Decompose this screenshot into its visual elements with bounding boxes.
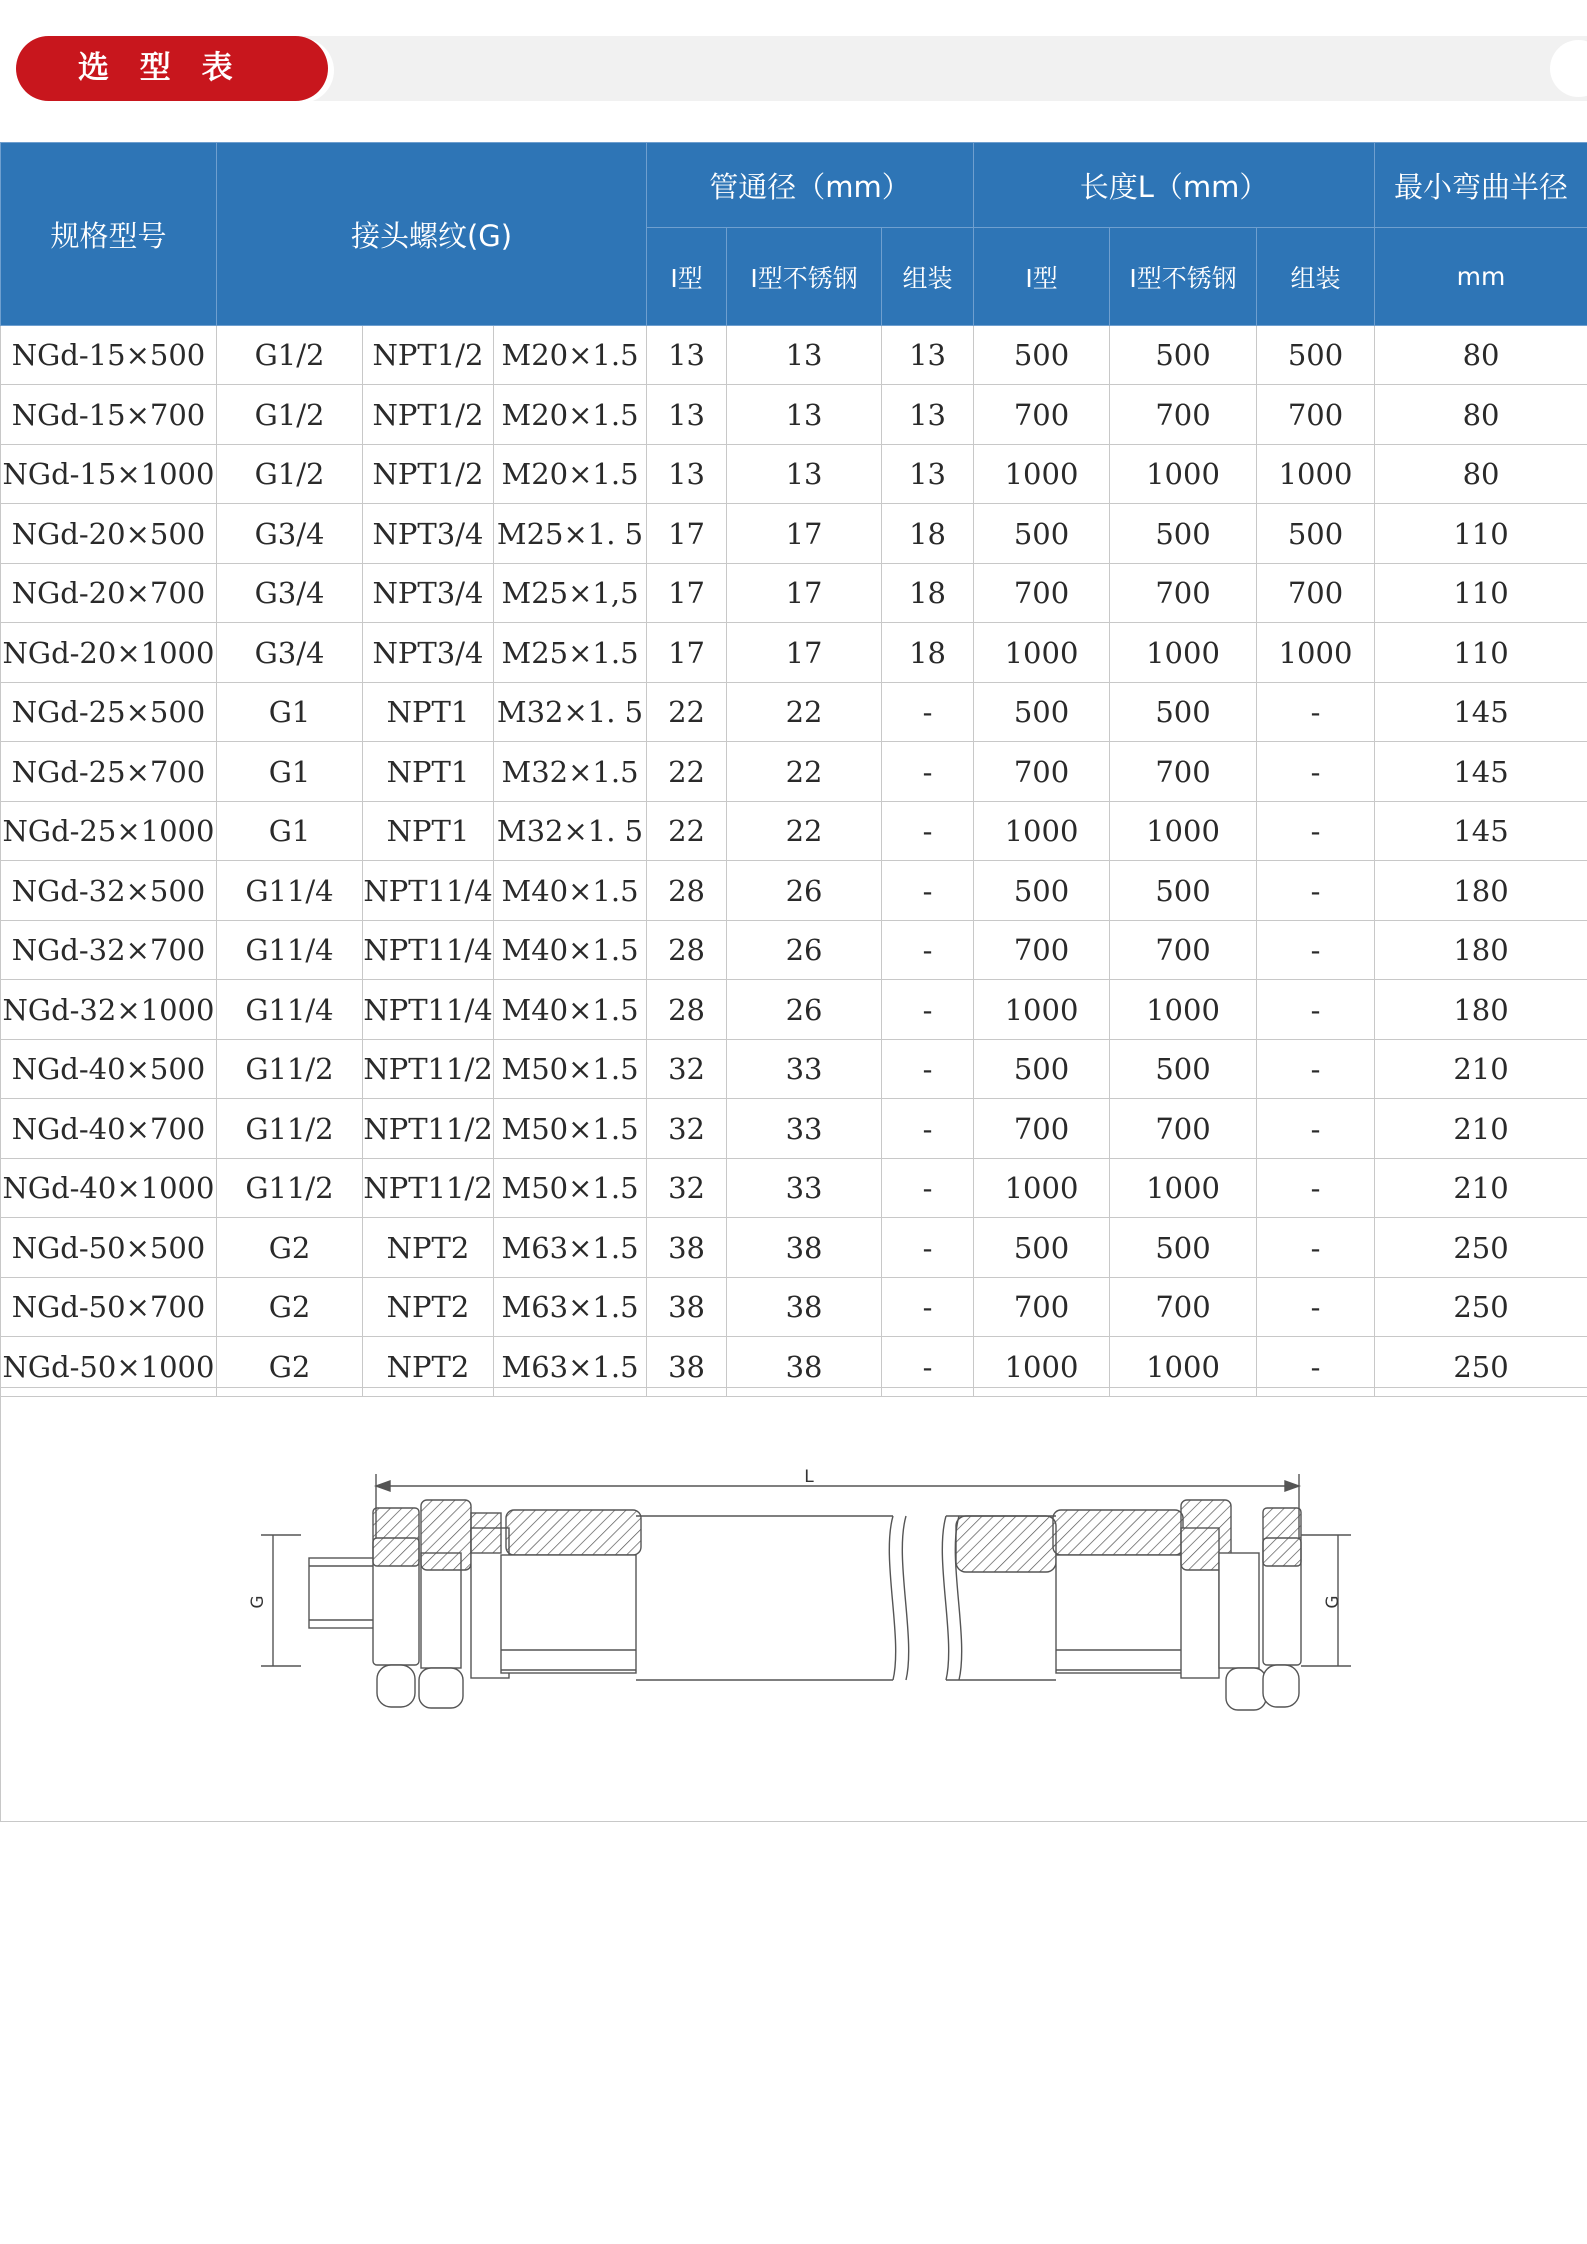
cell-length-stainless: 1000 xyxy=(1110,445,1257,504)
cell-thread-m: M20×1.5 xyxy=(494,326,647,385)
cell-thread-g: G1 xyxy=(217,802,363,861)
table-row xyxy=(1,683,1587,742)
cell-bore-type1: 22 xyxy=(647,683,727,742)
section-banner xyxy=(16,36,1587,101)
cell-bore-assembly: - xyxy=(882,1337,974,1397)
cell-length-type1: 700 xyxy=(974,742,1110,802)
cell-thread-m: M40×1.5 xyxy=(494,980,647,1040)
cell-bend-radius: 110 xyxy=(1375,504,1587,564)
cell-bore-assembly: 13 xyxy=(882,385,974,445)
cell-thread-npt: NPT3/4 xyxy=(363,623,494,683)
cell-thread-g: G11/4 xyxy=(217,980,363,1040)
cell-length-type1: 700 xyxy=(974,564,1110,623)
cell-bore-type1: 38 xyxy=(647,1218,727,1278)
table-row xyxy=(1,385,1587,445)
cell-thread-g: G11/2 xyxy=(217,1159,363,1218)
cell-thread-g: G11/2 xyxy=(217,1099,363,1159)
cell-bore-type1: 13 xyxy=(647,326,727,385)
cell-length-type1: 700 xyxy=(974,1099,1110,1159)
cell-bore-stainless: 17 xyxy=(727,564,882,623)
cell-model: NGd-50×700 xyxy=(1,1278,217,1337)
cell-model: NGd-25×1000 xyxy=(1,802,217,861)
cell-thread-m: M63×1.5 xyxy=(494,1278,647,1337)
cell-bore-stainless: 17 xyxy=(727,623,882,683)
cell-bend-radius: 180 xyxy=(1375,861,1587,921)
cell-bore-stainless: 33 xyxy=(727,1159,882,1218)
cell-length-assembly: - xyxy=(1257,1337,1375,1397)
table-row xyxy=(1,1099,1587,1159)
cell-thread-npt: NPT3/4 xyxy=(363,504,494,564)
cell-model: NGd-20×1000 xyxy=(1,623,217,683)
hose-drawing xyxy=(0,1387,1587,1822)
header-length: 长度L（mm） xyxy=(974,143,1375,228)
cell-length-assembly: - xyxy=(1257,1218,1375,1278)
cell-bore-stainless: 13 xyxy=(727,445,882,504)
cell-bore-type1: 28 xyxy=(647,921,727,980)
cell-length-assembly: 500 xyxy=(1257,504,1375,564)
header-bore: 管通径（mm） xyxy=(647,143,974,228)
cell-bore-type1: 38 xyxy=(647,1337,727,1397)
cell-length-stainless: 500 xyxy=(1110,861,1257,921)
cell-length-type1: 700 xyxy=(974,921,1110,980)
cell-thread-npt: NPT11/2 xyxy=(363,1099,494,1159)
banner-bar xyxy=(271,36,1587,101)
table-row xyxy=(1,921,1587,980)
hose-drawing-svg xyxy=(1,1388,1587,1821)
cell-bore-stainless: 38 xyxy=(727,1337,882,1397)
table-row xyxy=(1,445,1587,504)
cell-thread-m: M40×1.5 xyxy=(494,921,647,980)
table-row xyxy=(1,1218,1587,1278)
cell-model: NGd-50×500 xyxy=(1,1218,217,1278)
cell-thread-npt: NPT2 xyxy=(363,1278,494,1337)
cell-thread-g: G11/4 xyxy=(217,921,363,980)
cell-thread-npt: NPT2 xyxy=(363,1218,494,1278)
cell-model: NGd-50×1000 xyxy=(1,1337,217,1397)
cell-thread-m: M25×1,5 xyxy=(494,564,647,623)
cell-thread-npt: NPT11/2 xyxy=(363,1159,494,1218)
cell-length-assembly: - xyxy=(1257,1278,1375,1337)
table-row xyxy=(1,742,1587,802)
header-bore-assembly: 组装 xyxy=(882,228,974,326)
header-bore-stainless: Ⅰ型不锈钢 xyxy=(727,228,882,326)
cell-bore-stainless: 26 xyxy=(727,861,882,921)
cell-thread-npt: NPT1/2 xyxy=(363,445,494,504)
cell-thread-g: G11/2 xyxy=(217,1040,363,1099)
cell-model: NGd-15×500 xyxy=(1,326,217,385)
cell-bend-radius: 250 xyxy=(1375,1337,1587,1397)
cell-length-stainless: 700 xyxy=(1110,385,1257,445)
cell-bore-type1: 32 xyxy=(647,1040,727,1099)
cell-length-type1: 1000 xyxy=(974,1159,1110,1218)
cell-bend-radius: 145 xyxy=(1375,683,1587,742)
cell-bend-radius: 180 xyxy=(1375,980,1587,1040)
cell-model: NGd-32×500 xyxy=(1,861,217,921)
cell-length-stainless: 1000 xyxy=(1110,980,1257,1040)
table-row xyxy=(1,1040,1587,1099)
cell-length-stainless: 1000 xyxy=(1110,1337,1257,1397)
cell-bore-stainless: 22 xyxy=(727,683,882,742)
cell-length-type1: 1000 xyxy=(974,980,1110,1040)
cell-thread-m: M25×1.5 xyxy=(494,623,647,683)
cell-thread-npt: NPT11/4 xyxy=(363,861,494,921)
header-length-stainless: Ⅰ型不锈钢 xyxy=(1110,228,1257,326)
cell-length-type1: 1000 xyxy=(974,802,1110,861)
cell-thread-m: M20×1.5 xyxy=(494,385,647,445)
cell-bore-assembly: - xyxy=(882,1040,974,1099)
cell-length-assembly: - xyxy=(1257,921,1375,980)
cell-thread-npt: NPT1/2 xyxy=(363,326,494,385)
cell-length-type1: 700 xyxy=(974,1278,1110,1337)
right-fitting xyxy=(956,1500,1301,1710)
cell-length-stainless: 1000 xyxy=(1110,802,1257,861)
cell-length-assembly: - xyxy=(1257,802,1375,861)
cell-length-assembly: - xyxy=(1257,683,1375,742)
cell-length-type1: 500 xyxy=(974,1040,1110,1099)
cell-bore-type1: 32 xyxy=(647,1159,727,1218)
cell-bend-radius: 210 xyxy=(1375,1159,1587,1218)
table-row xyxy=(1,1159,1587,1218)
cell-length-assembly: - xyxy=(1257,1040,1375,1099)
table-row xyxy=(1,802,1587,861)
table-row xyxy=(1,1278,1587,1337)
cell-length-assembly: - xyxy=(1257,1159,1375,1218)
cell-bend-radius: 145 xyxy=(1375,802,1587,861)
left-fitting xyxy=(309,1500,641,1708)
cell-thread-npt: NPT1 xyxy=(363,742,494,802)
cell-bore-type1: 13 xyxy=(647,445,727,504)
header-model: 规格型号 xyxy=(1,143,217,326)
cell-model: NGd-25×500 xyxy=(1,683,217,742)
cell-bore-stainless: 22 xyxy=(727,742,882,802)
selection-table xyxy=(0,142,1587,1397)
cell-bore-type1: 22 xyxy=(647,742,727,802)
header-radius-unit: mm xyxy=(1375,228,1587,326)
cell-thread-g: G1 xyxy=(217,742,363,802)
cell-bore-type1: 17 xyxy=(647,504,727,564)
g-label-right: G xyxy=(1323,1595,1343,1609)
cell-thread-npt: NPT1 xyxy=(363,802,494,861)
header-bend-radius: 最小弯曲半径 xyxy=(1375,143,1587,228)
cell-thread-g: G11/4 xyxy=(217,861,363,921)
header-bore-type1: Ⅰ型 xyxy=(647,228,727,326)
cell-bend-radius: 250 xyxy=(1375,1218,1587,1278)
cell-bore-type1: 17 xyxy=(647,623,727,683)
header-length-assembly: 组装 xyxy=(1257,228,1375,326)
cell-bore-assembly: - xyxy=(882,683,974,742)
cell-bore-stainless: 38 xyxy=(727,1218,882,1278)
cell-bore-type1: 13 xyxy=(647,385,727,445)
cell-bore-stainless: 13 xyxy=(727,326,882,385)
cell-thread-g: G2 xyxy=(217,1218,363,1278)
cell-model: NGd-40×500 xyxy=(1,1040,217,1099)
table-row xyxy=(1,623,1587,683)
cell-length-stainless: 700 xyxy=(1110,742,1257,802)
cell-length-type1: 700 xyxy=(974,385,1110,445)
cell-thread-npt: NPT11/4 xyxy=(363,980,494,1040)
cell-thread-g: G1 xyxy=(217,683,363,742)
cell-length-assembly: - xyxy=(1257,1099,1375,1159)
cell-length-stainless: 700 xyxy=(1110,921,1257,980)
table-row xyxy=(1,564,1587,623)
cell-bore-assembly: 13 xyxy=(882,445,974,504)
cell-bore-type1: 28 xyxy=(647,980,727,1040)
cell-length-type1: 1000 xyxy=(974,445,1110,504)
cell-thread-g: G2 xyxy=(217,1337,363,1397)
cell-thread-npt: NPT1 xyxy=(363,683,494,742)
cell-thread-g: G3/4 xyxy=(217,504,363,564)
cell-bore-assembly: - xyxy=(882,802,974,861)
cell-length-assembly: 700 xyxy=(1257,385,1375,445)
cell-bore-type1: 17 xyxy=(647,564,727,623)
cell-bend-radius: 80 xyxy=(1375,385,1587,445)
cell-length-assembly: 500 xyxy=(1257,326,1375,385)
cell-length-assembly: - xyxy=(1257,861,1375,921)
length-label: L xyxy=(804,1467,814,1487)
cell-length-type1: 500 xyxy=(974,861,1110,921)
cell-bore-stainless: 33 xyxy=(727,1099,882,1159)
cell-thread-m: M50×1.5 xyxy=(494,1099,647,1159)
cell-bend-radius: 145 xyxy=(1375,742,1587,802)
cell-thread-g: G2 xyxy=(217,1278,363,1337)
cell-thread-m: M63×1.5 xyxy=(494,1337,647,1397)
cell-length-stainless: 700 xyxy=(1110,1099,1257,1159)
cell-length-stainless: 500 xyxy=(1110,326,1257,385)
cell-bore-assembly: 18 xyxy=(882,564,974,623)
cell-bend-radius: 210 xyxy=(1375,1040,1587,1099)
cell-bore-type1: 32 xyxy=(647,1099,727,1159)
cell-thread-g: G3/4 xyxy=(217,564,363,623)
cell-bore-assembly: 13 xyxy=(882,326,974,385)
cell-thread-npt: NPT11/4 xyxy=(363,921,494,980)
cell-length-type1: 500 xyxy=(974,683,1110,742)
cell-bore-assembly: - xyxy=(882,1159,974,1218)
cell-bore-assembly: - xyxy=(882,1099,974,1159)
cell-thread-m: M50×1.5 xyxy=(494,1040,647,1099)
cell-bend-radius: 110 xyxy=(1375,564,1587,623)
header-length-type1: Ⅰ型 xyxy=(974,228,1110,326)
table-row xyxy=(1,980,1587,1040)
cell-model: NGd-40×1000 xyxy=(1,1159,217,1218)
cell-thread-g: G1/2 xyxy=(217,385,363,445)
cell-bend-radius: 180 xyxy=(1375,921,1587,980)
cell-thread-m: M32×1.5 xyxy=(494,742,647,802)
cell-bore-stainless: 26 xyxy=(727,921,882,980)
cell-model: NGd-15×700 xyxy=(1,385,217,445)
cell-thread-m: M25×1. 5 xyxy=(494,504,647,564)
cell-bend-radius: 80 xyxy=(1375,326,1587,385)
cell-bore-stainless: 22 xyxy=(727,802,882,861)
cell-bend-radius: 210 xyxy=(1375,1099,1587,1159)
cell-bore-stainless: 26 xyxy=(727,980,882,1040)
banner-end-cap xyxy=(1550,40,1587,97)
cell-bore-assembly: - xyxy=(882,921,974,980)
cell-bore-stainless: 33 xyxy=(727,1040,882,1099)
cell-length-stainless: 1000 xyxy=(1110,623,1257,683)
cell-length-stainless: 1000 xyxy=(1110,1159,1257,1218)
cell-bore-type1: 38 xyxy=(647,1278,727,1337)
cell-thread-g: G3/4 xyxy=(217,623,363,683)
cell-thread-npt: NPT11/2 xyxy=(363,1040,494,1099)
table-row xyxy=(1,504,1587,564)
cell-model: NGd-20×700 xyxy=(1,564,217,623)
cell-bore-type1: 28 xyxy=(647,861,727,921)
cell-bend-radius: 110 xyxy=(1375,623,1587,683)
cell-length-type1: 500 xyxy=(974,1218,1110,1278)
cell-length-type1: 500 xyxy=(974,504,1110,564)
cell-bore-assembly: 18 xyxy=(882,623,974,683)
cell-thread-npt: NPT1/2 xyxy=(363,385,494,445)
cell-bore-assembly: - xyxy=(882,1218,974,1278)
cell-length-stainless: 500 xyxy=(1110,683,1257,742)
table-row xyxy=(1,326,1587,385)
section-title: 选 型 表 xyxy=(78,50,243,86)
cell-bore-assembly: 18 xyxy=(882,504,974,564)
cell-thread-m: M50×1.5 xyxy=(494,1159,647,1218)
cell-thread-m: M63×1.5 xyxy=(494,1218,647,1278)
cell-bore-stainless: 38 xyxy=(727,1278,882,1337)
table-body xyxy=(1,326,1587,1397)
cell-thread-npt: NPT2 xyxy=(363,1337,494,1397)
cell-length-assembly: - xyxy=(1257,980,1375,1040)
cell-thread-npt: NPT3/4 xyxy=(363,564,494,623)
cell-thread-g: G1/2 xyxy=(217,445,363,504)
cell-thread-m: M32×1. 5 xyxy=(494,683,647,742)
cell-thread-m: M20×1.5 xyxy=(494,445,647,504)
table-row xyxy=(1,861,1587,921)
cell-model: NGd-25×700 xyxy=(1,742,217,802)
cell-bore-assembly: - xyxy=(882,980,974,1040)
cell-bore-type1: 22 xyxy=(647,802,727,861)
cell-bore-assembly: - xyxy=(882,1278,974,1337)
g-label-left: G xyxy=(248,1595,268,1609)
header-thread: 接头螺纹(G) xyxy=(217,143,647,326)
cell-bore-assembly: - xyxy=(882,742,974,802)
cell-length-type1: 500 xyxy=(974,326,1110,385)
cell-length-stainless: 700 xyxy=(1110,1278,1257,1337)
cell-bore-stainless: 13 xyxy=(727,385,882,445)
cell-length-type1: 1000 xyxy=(974,623,1110,683)
cell-thread-m: M40×1.5 xyxy=(494,861,647,921)
cell-bend-radius: 80 xyxy=(1375,445,1587,504)
cell-length-assembly: 1000 xyxy=(1257,445,1375,504)
cell-bore-assembly: - xyxy=(882,861,974,921)
cell-length-stainless: 700 xyxy=(1110,564,1257,623)
cell-length-type1: 1000 xyxy=(974,1337,1110,1397)
cell-model: NGd-40×700 xyxy=(1,1099,217,1159)
cell-length-assembly: 700 xyxy=(1257,564,1375,623)
cell-length-stainless: 500 xyxy=(1110,1040,1257,1099)
cell-bore-stainless: 17 xyxy=(727,504,882,564)
cell-model: NGd-32×700 xyxy=(1,921,217,980)
banner-pill xyxy=(16,36,328,101)
cell-length-assembly: - xyxy=(1257,742,1375,802)
cell-thread-m: M32×1. 5 xyxy=(494,802,647,861)
cell-thread-g: G1/2 xyxy=(217,326,363,385)
cell-model: NGd-20×500 xyxy=(1,504,217,564)
cell-length-assembly: 1000 xyxy=(1257,623,1375,683)
cell-length-stainless: 500 xyxy=(1110,504,1257,564)
cell-model: NGd-15×1000 xyxy=(1,445,217,504)
cell-model: NGd-32×1000 xyxy=(1,980,217,1040)
cell-length-stainless: 500 xyxy=(1110,1218,1257,1278)
cell-bend-radius: 250 xyxy=(1375,1278,1587,1337)
